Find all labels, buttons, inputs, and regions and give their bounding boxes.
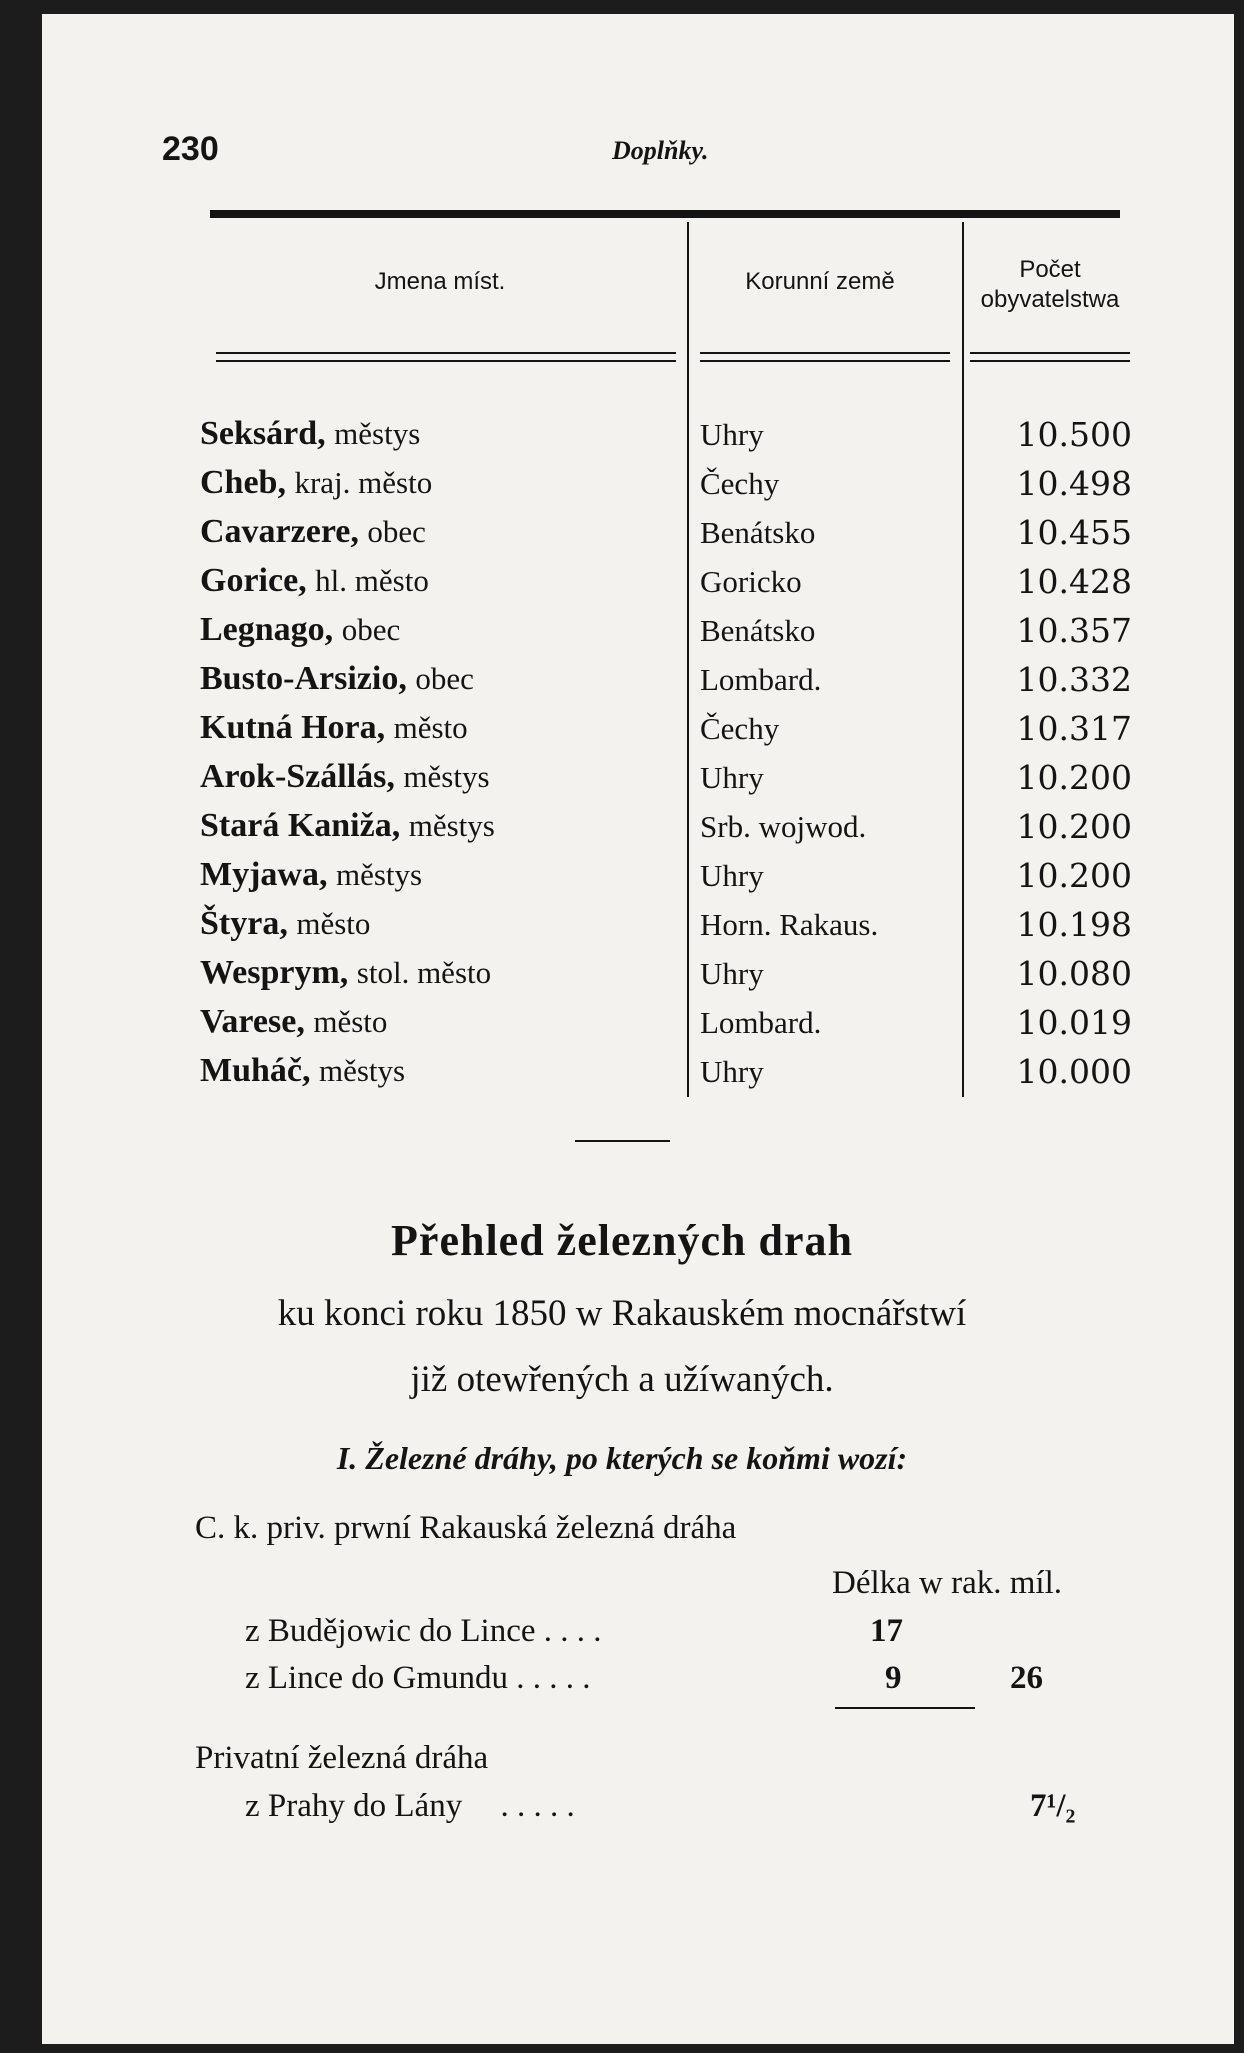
table-row-land: Benátsko: [700, 613, 816, 648]
route-line: z Budějowic do Lince . . . .: [245, 1613, 602, 1649]
table-row-population: 10.198: [1016, 905, 1132, 944]
length-label: Délka w rak. míl.: [832, 1565, 1063, 1601]
top-rule: [210, 210, 1120, 218]
section-title: Přehled železných drah: [391, 1216, 853, 1265]
route-length: 17: [870, 1613, 903, 1649]
table-row-land: Uhry: [700, 417, 764, 452]
table-row-land: Srb. wojwod.: [700, 809, 867, 844]
route-line: z Lince do Gmundu . . . . .: [245, 1660, 591, 1696]
header-rule-3b: [970, 360, 1130, 362]
table-row-land: Lombard.: [700, 1005, 822, 1040]
table-row-population: 10.317: [1016, 709, 1132, 748]
table-row-place: Busto-Arsizio, obec: [200, 660, 474, 697]
table-row-place: Stará Kaniža, městys: [200, 807, 495, 844]
section-divider: [575, 1140, 670, 1142]
header-rule-2b: [700, 360, 950, 362]
table-row-population: 10.498: [1016, 464, 1132, 503]
route-length: 9: [885, 1660, 902, 1696]
section-subtitle-line2: již otewřených a užíwaných.: [410, 1359, 834, 1400]
table-row-place: Gorice, hl. město: [200, 562, 429, 599]
table-row-land: Uhry: [700, 956, 764, 991]
railway-name: C. k. priv. prwní Rakauská železná dráha: [195, 1510, 737, 1546]
table-row-place: Wesprym, stol. město: [200, 954, 492, 991]
table-row-land: Čechy: [700, 466, 780, 501]
table-row-place: Štyra, město: [200, 905, 371, 942]
column-divider-1: [687, 222, 689, 1097]
table-row-place: Varese, město: [200, 1003, 388, 1040]
table-row-place: Seksárd, městys: [200, 415, 421, 452]
route-line: z Prahy do Lány . . . . .: [245, 1788, 575, 1824]
page-number: 230: [162, 130, 219, 168]
header-rule-2a: [700, 352, 950, 354]
table-row-population: 10.080: [1016, 954, 1132, 993]
section-subtitle-line1: ku konci roku 1850 w Rakauském mocnářstwí: [277, 1293, 967, 1334]
column-divider-2: [962, 222, 964, 1097]
railway-total-length: 26: [1010, 1660, 1043, 1696]
table-row-population: 10.455: [1016, 513, 1132, 552]
table-row-land: Benátsko: [700, 515, 816, 550]
running-title: Doplňky.: [612, 136, 709, 165]
table-row-population: 10.200: [1016, 856, 1132, 895]
table-row-population: 10.200: [1016, 758, 1132, 797]
header-rule-1b: [216, 360, 676, 362]
header-rule-3a: [970, 352, 1130, 354]
table-row-place: Kutná Hora, město: [200, 709, 468, 746]
sum-rule: [835, 1707, 975, 1709]
table-row-land: Lombard.: [700, 662, 822, 697]
table-row-place: Muháč, městys: [200, 1052, 406, 1089]
table-row-land: Uhry: [700, 858, 764, 893]
table-row-land: Uhry: [700, 760, 764, 795]
table-row-land: Uhry: [700, 1054, 764, 1089]
table-row-place: Cavarzere, obec: [200, 513, 426, 550]
table-row-place: Legnago, obec: [200, 611, 401, 648]
table-row-land: Goricko: [700, 564, 802, 599]
table-row-population: 10.019: [1016, 1003, 1132, 1042]
column-header-land: Korunní země: [745, 268, 895, 295]
table-row-land: Čechy: [700, 711, 780, 746]
route-length: 7¹/₂: [1030, 1788, 1076, 1824]
table-row-land: Horn. Rakaus.: [700, 907, 879, 942]
table-row-population: 10.428: [1016, 562, 1132, 601]
table-row-place: Cheb, kraj. město: [200, 464, 433, 501]
railway-name: Privatní železná dráha: [195, 1740, 489, 1776]
part-heading: I. Železné dráhy, po kterých se koňmi wozí:: [336, 1440, 908, 1476]
table-row-place: Arok-Szállás, městys: [200, 758, 490, 795]
table-row-population: 10.357: [1016, 611, 1132, 650]
column-header-places: Jmena míst.: [374, 268, 506, 295]
table-row-population: 10.200: [1016, 807, 1132, 846]
table-row-place: Myjawa, městys: [200, 856, 423, 893]
column-header-population: Počet obyvatelstwa: [980, 256, 1120, 313]
header-rule-1a: [216, 352, 676, 354]
table-row-population: 10.000: [1016, 1052, 1132, 1091]
table-row-population: 10.332: [1016, 660, 1132, 699]
table-row-population: 10.500: [1016, 415, 1132, 454]
